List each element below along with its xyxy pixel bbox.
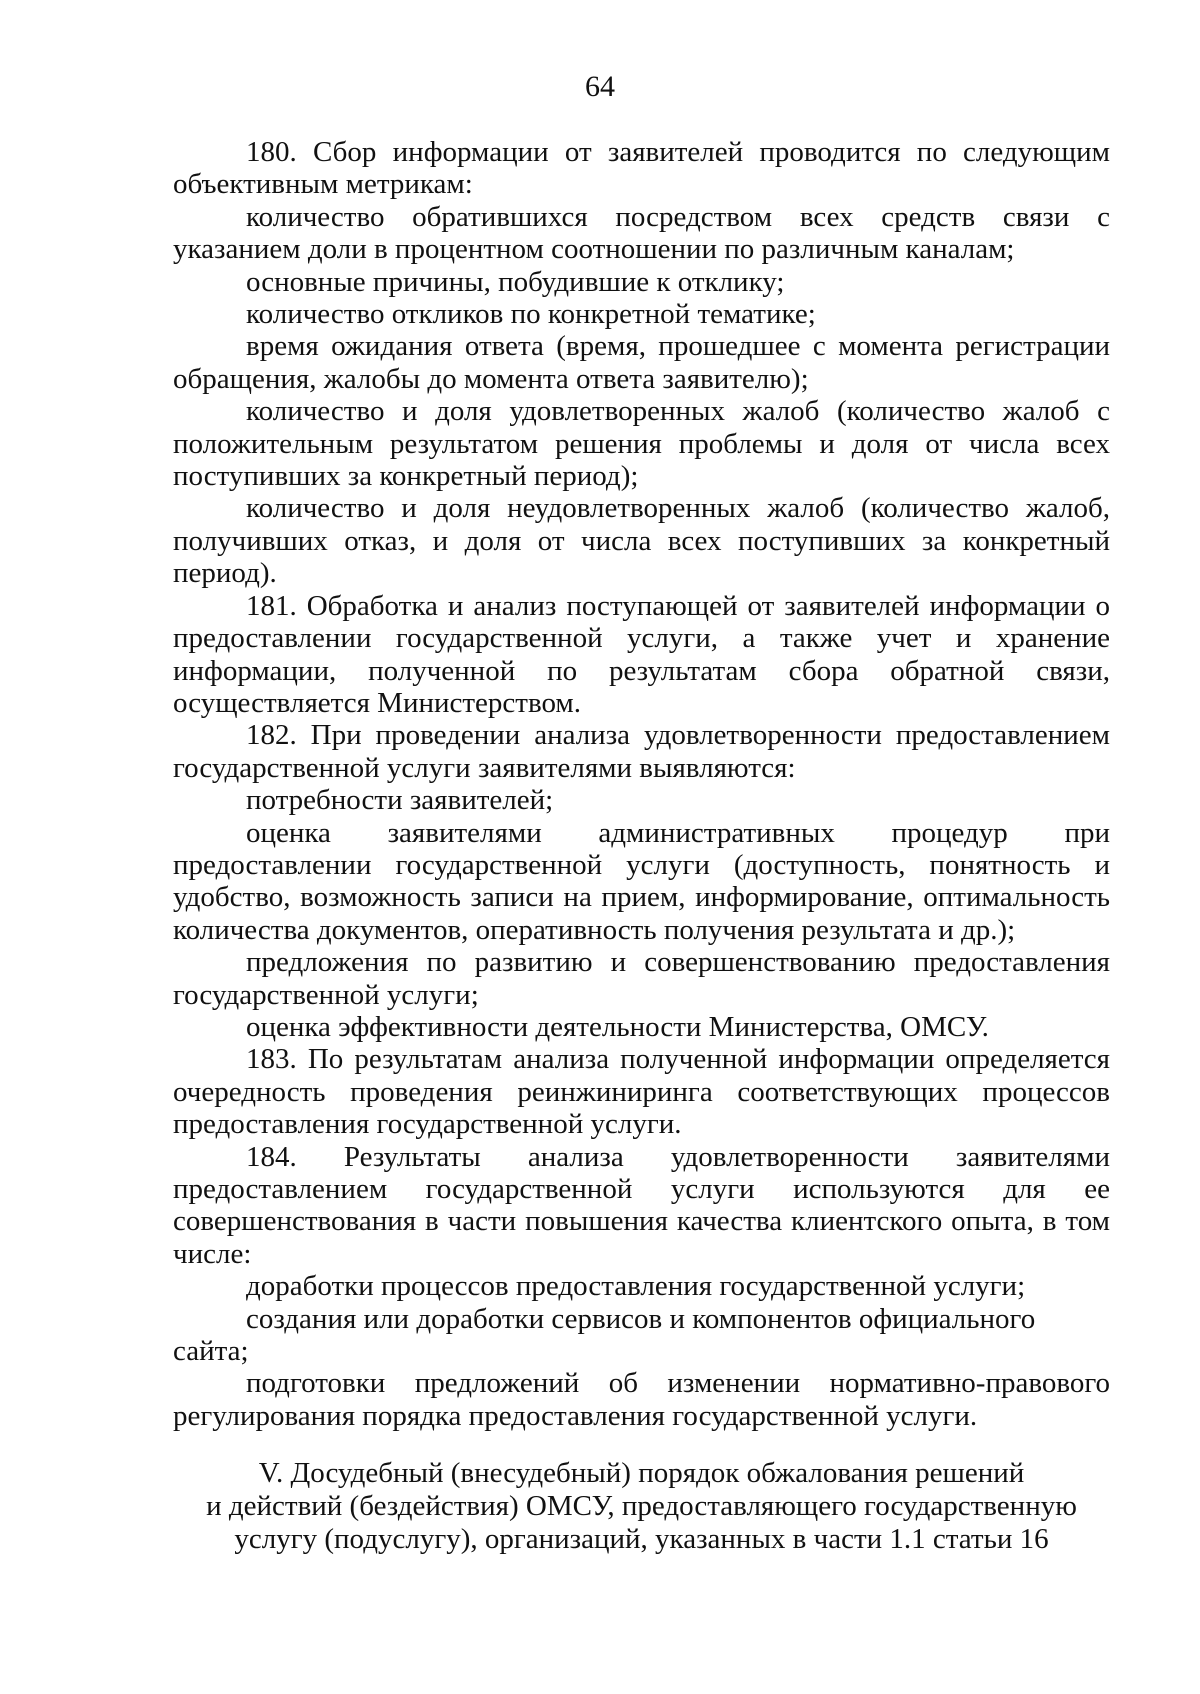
body-text (173, 136, 1110, 1432)
section-heading-line-1: V. Досудебный (внесудебный) порядок обжалования решений (258, 1457, 1025, 1489)
paragraph-site-services: создания или доработки сервисов и компонентов официального сайта; (173, 1302, 1036, 1368)
paragraph-181: 181. Обработка и анализ поступающей от заявителей информации о предоставлении государственной услуги, а также учет и хранение информации, полученной по результатам сбора обратной связи, осуществляется Министерством. (173, 589, 1110, 719)
paragraph-proposals: предложения по развитию и совершенствованию предоставления государственной услуги; (173, 946, 1110, 1011)
paragraph-metric-satisfied: количество и доля удовлетворенных жалоб (количество жалоб с положительным результатом решения проблемы и доля от числа всех поступивших за конкретный период); (173, 395, 1110, 493)
paragraph-182: 182. При проведении анализа удовлетворенности предоставлением государственной услуги заявителями выявляются: (173, 719, 1110, 784)
paragraph-184: 184. Результаты анализа удовлетворенности заявителями предоставлением государственной услуги используются для ее совершенствования в части повышения качества клиентского опыта, в том числе: (173, 1140, 1110, 1270)
paragraph-metric-topics: количество откликов по конкретной тематике; (246, 298, 816, 331)
paragraph-process-improvement: доработки процессов предоставления государственной услуги; (246, 1270, 1026, 1303)
paragraph-efficiency: оценка эффективности деятельности Министерства, ОМСУ. (246, 1010, 989, 1043)
paragraph-needs: потребности заявителей; (246, 784, 554, 817)
section-heading (173, 1457, 1110, 1556)
paragraph-metric-contacts: количество обратившихся посредством всех средств связи с указанием доли в процентном соотношении по различным каналам; (173, 200, 1110, 266)
paragraph-assessment: оценка заявителями административных процедур при предоставлении государственной услуги (доступность, понятность и удобство, возможность записи на прием, информирование, оптимальность количества документов, оперативность получения результата и др.); (173, 816, 1110, 946)
paragraph-metric-reasons: основные причины, побудившие к отклику; (246, 265, 785, 298)
paragraph-180: 180. Сбор информации от заявителей проводится по следующим объективным метрикам: (173, 136, 1110, 201)
paragraph-metric-unsatisfied: количество и доля неудовлетворенных жалоб (количество жалоб, получивших отказ, и доля от числа всех поступивших за конкретный период). (173, 492, 1110, 590)
paragraph-regulation-proposals: подготовки предложений об изменении нормативно-правового регулирования порядка предоставления государственной услуги. (173, 1367, 1110, 1432)
paragraph-metric-wait-time: время ожидания ответа (время, прошедшее с момента регистрации обращения, жалобы до момента ответа заявителю); (173, 330, 1110, 395)
paragraph-183: 183. По результатам анализа полученной информации определяется очередность проведения реинжиниринга соответствующих процессов предоставления государственной услуги. (173, 1043, 1110, 1141)
section-heading-line-2: и действий (бездействия) ОМСУ, предоставляющего государственную (206, 1490, 1077, 1522)
page-number: 64 (585, 70, 615, 103)
section-heading-line-3: услугу (подуслугу), организаций, указанных в части 1.1 статьи 16 (234, 1523, 1049, 1555)
